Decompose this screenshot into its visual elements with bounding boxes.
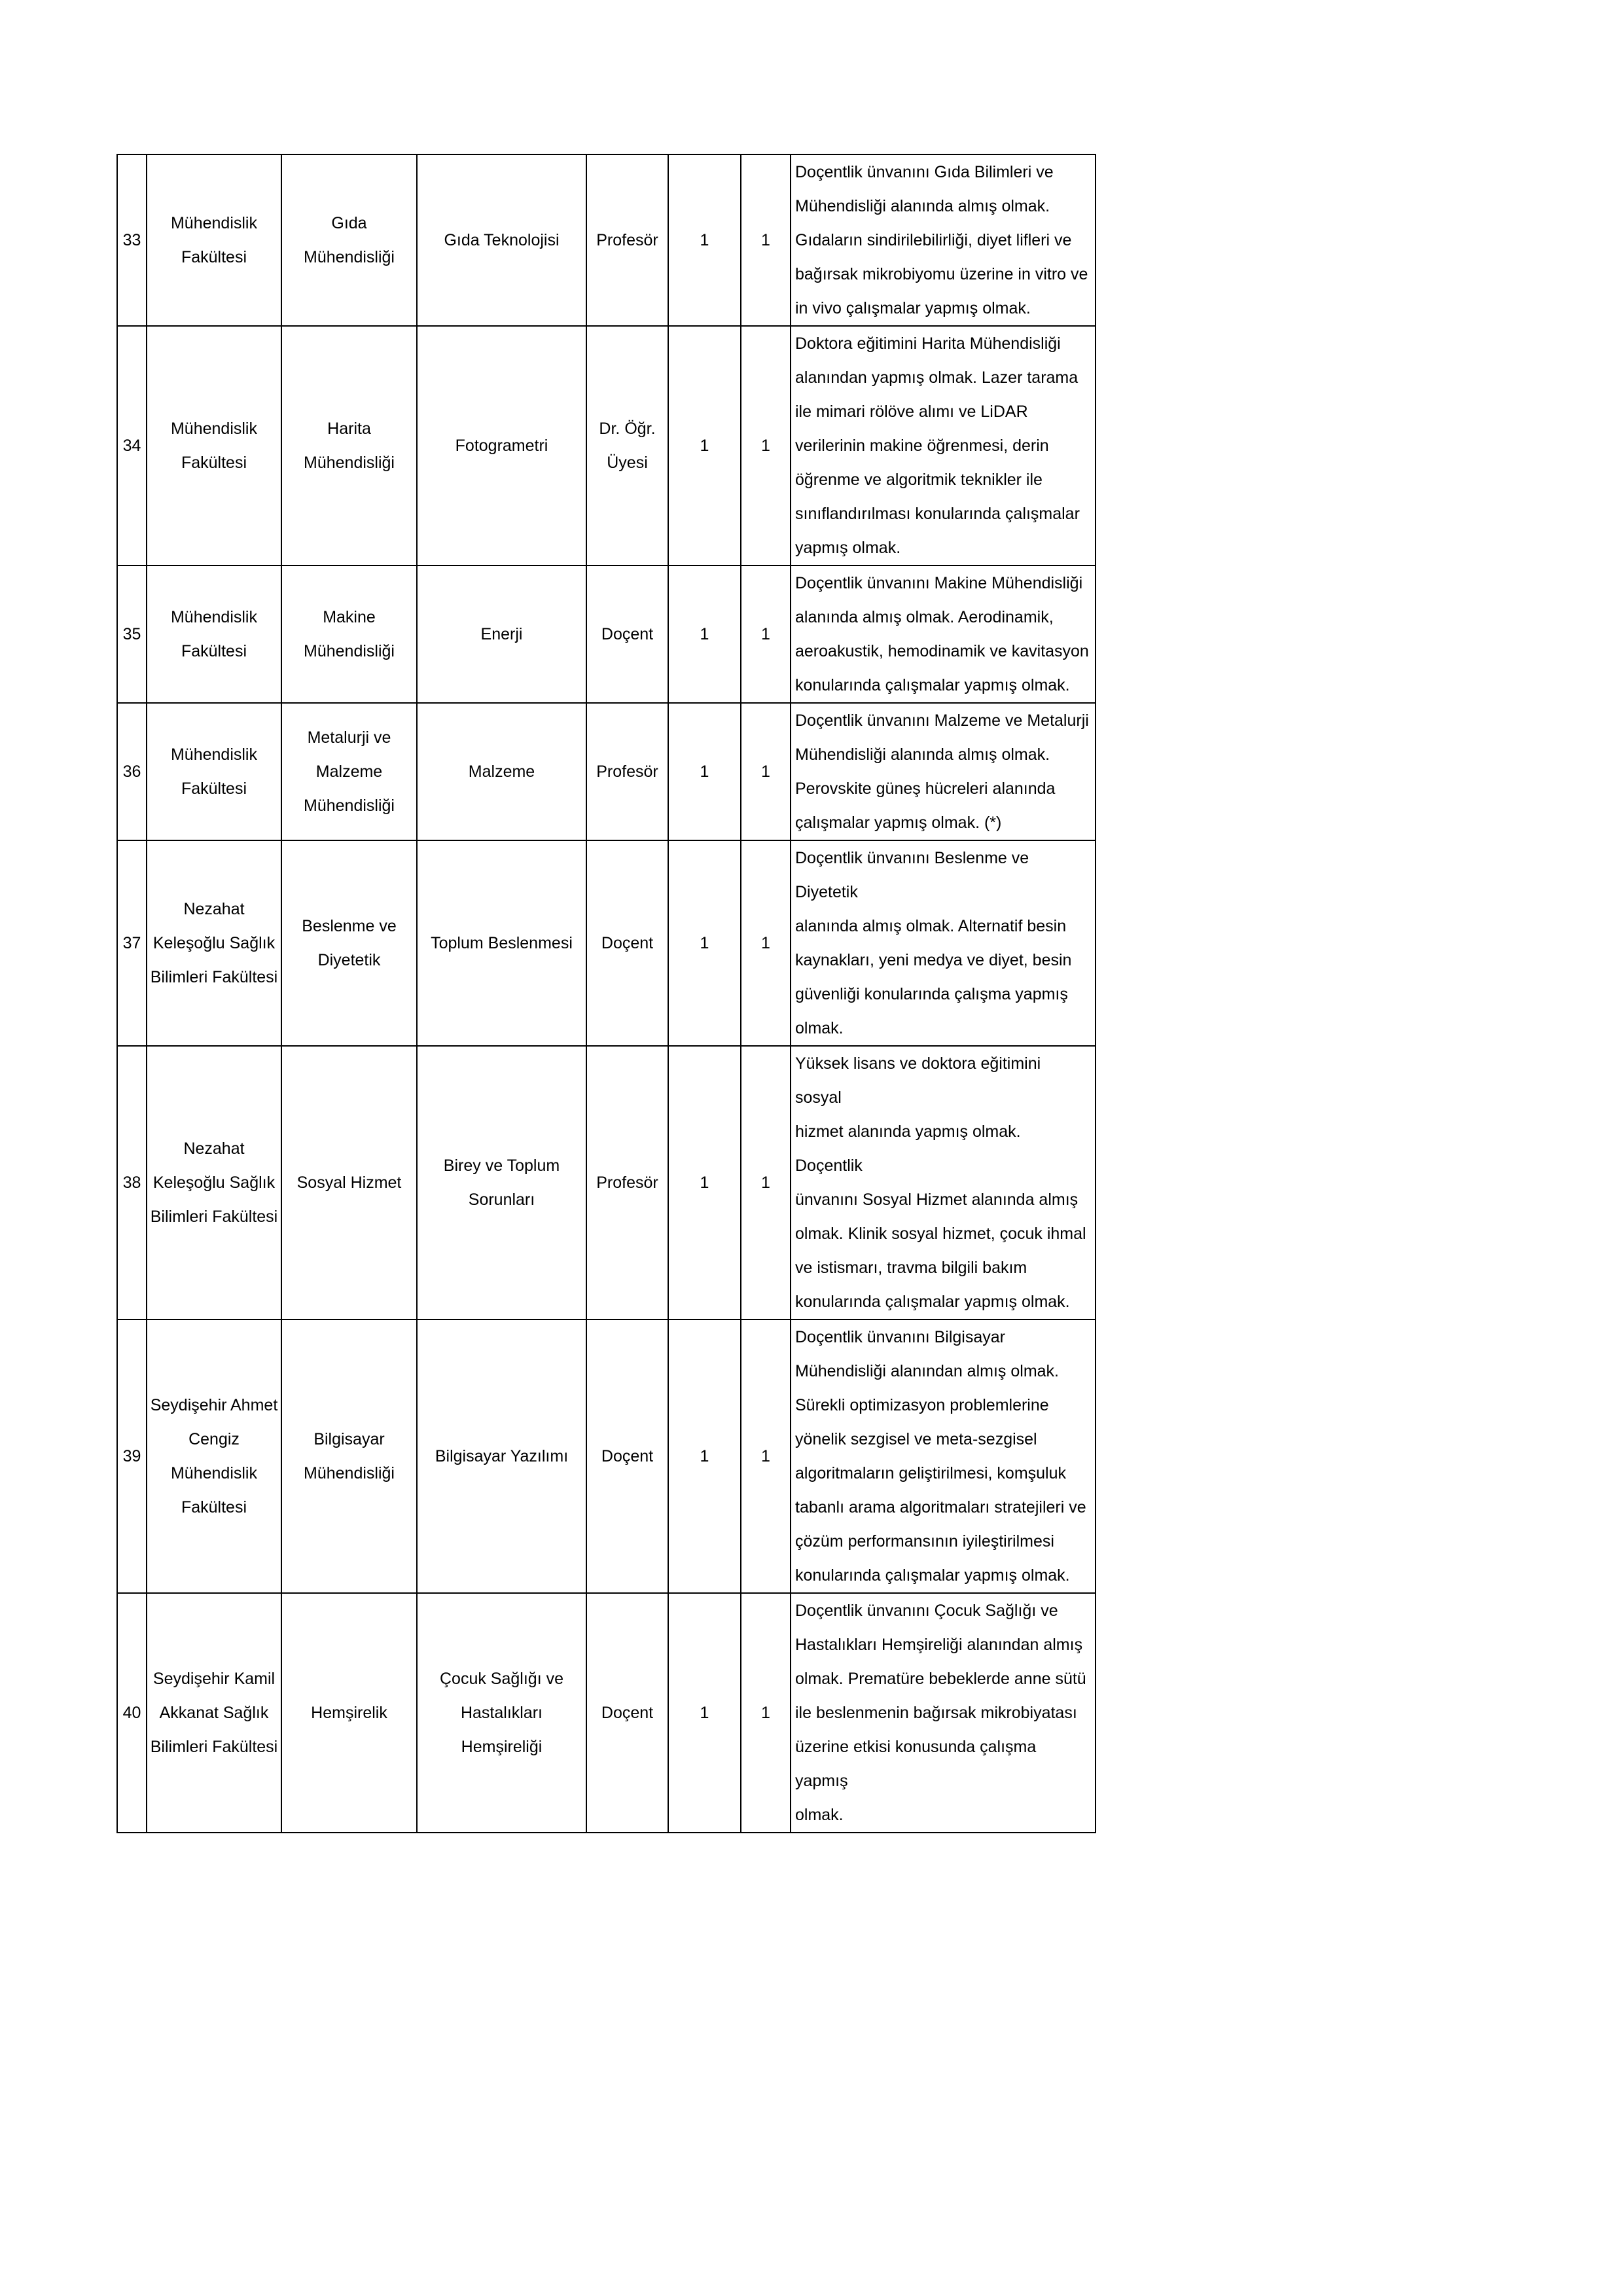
quota-cell: 1 (741, 154, 791, 326)
field-cell: Birey ve Toplum Sorunları (417, 1046, 586, 1319)
department-cell: Harita Mühendisliği (281, 326, 417, 565)
faculty-cell: Seydişehir Kamil Akkanat Sağlık Bilimleri Fakültesi (147, 1593, 281, 1833)
quota-cell: 1 (741, 840, 791, 1046)
field-cell: Bilgisayar Yazılımı (417, 1319, 586, 1593)
quota-cell: 1 (741, 1046, 791, 1319)
table-row (117, 326, 1096, 565)
field-cell: Fotogrametri (417, 326, 586, 565)
table-row (117, 154, 1096, 326)
row-number: 33 (117, 154, 147, 326)
faculty-cell: Nezahat Keleşoğlu Sağlık Bilimleri Fakültesi (147, 1046, 281, 1319)
requirements-cell: Doçentlik ünvanını Bilgisayar Mühendisliği alanından almış olmak. Sürekli optimizasyon problemlerine yönelik sezgisel ve meta-sezgisel algoritmaların geliştirilmesi, komşuluk tabanlı arama algoritmaları stratejileri ve çözüm performansının iyileştirilmesi konularında çalışmalar yapmış olmak. (791, 1319, 1096, 1593)
row-number: 40 (117, 1593, 147, 1833)
count-cell: 1 (668, 154, 741, 326)
quota-cell: 1 (741, 565, 791, 703)
department-cell: Metalurji ve Malzeme Mühendisliği (281, 703, 417, 840)
table-row (117, 1319, 1096, 1593)
table-row (117, 565, 1096, 703)
count-cell: 1 (668, 1593, 741, 1833)
row-number: 35 (117, 565, 147, 703)
faculty-cell: Mühendislik Fakültesi (147, 154, 281, 326)
faculty-cell: Mühendislik Fakültesi (147, 326, 281, 565)
field-cell: Malzeme (417, 703, 586, 840)
department-cell: Sosyal Hizmet (281, 1046, 417, 1319)
academic-title-cell: Doçent (586, 840, 668, 1046)
field-cell: Toplum Beslenmesi (417, 840, 586, 1046)
requirements-cell: Doçentlik ünvanını Gıda Bilimleri ve Mühendisliği alanında almış olmak. Gıdaların sindirilebilirliği, diyet lifleri ve bağırsak mikrobiyomu üzerine in vitro ve in vivo çalışmalar yapmış olmak. (791, 154, 1096, 326)
academic-title-cell: Profesör (586, 154, 668, 326)
table-row (117, 840, 1096, 1046)
department-cell: Bilgisayar Mühendisliği (281, 1319, 417, 1593)
table-row (117, 703, 1096, 840)
count-cell: 1 (668, 703, 741, 840)
academic-title-cell: Doçent (586, 565, 668, 703)
requirements-cell: Doçentlik ünvanını Beslenme ve Diyetetik alanında almış olmak. Alternatif besin kaynakları, yeni medya ve diyet, besin güvenliği konularında çalışma yapmış olmak. (791, 840, 1096, 1046)
faculty-cell: Seydişehir Ahmet Cengiz Mühendislik Fakültesi (147, 1319, 281, 1593)
requirements-cell: Doçentlik ünvanını Malzeme ve Metalurji Mühendisliği alanında almış olmak. Perovskite güneş hücreleri alanında çalışmalar yapmış olmak. (*) (791, 703, 1096, 840)
positions-table-body (117, 154, 1096, 1833)
department-cell: Hemşirelik (281, 1593, 417, 1833)
requirements-cell: Yüksek lisans ve doktora eğitimini sosyal hizmet alanında yapmış olmak. Doçentlik ünvanını Sosyal Hizmet alanında almış olmak. Klinik sosyal hizmet, çocuk ihmal ve istismarı, travma bilgili bakım konularında çalışmalar yapmış olmak. (791, 1046, 1096, 1319)
faculty-cell: Nezahat Keleşoğlu Sağlık Bilimleri Fakültesi (147, 840, 281, 1046)
academic-title-cell: Doçent (586, 1319, 668, 1593)
count-cell: 1 (668, 1046, 741, 1319)
positions-table (116, 154, 1096, 1833)
academic-title-cell: Dr. Öğr. Üyesi (586, 326, 668, 565)
faculty-cell: Mühendislik Fakültesi (147, 565, 281, 703)
row-number: 34 (117, 326, 147, 565)
row-number: 38 (117, 1046, 147, 1319)
count-cell: 1 (668, 840, 741, 1046)
department-cell: Makine Mühendisliği (281, 565, 417, 703)
department-cell: Beslenme ve Diyetetik (281, 840, 417, 1046)
row-number: 39 (117, 1319, 147, 1593)
field-cell: Enerji (417, 565, 586, 703)
quota-cell: 1 (741, 1319, 791, 1593)
requirements-cell: Doçentlik ünvanını Makine Mühendisliği alanında almış olmak. Aerodinamik, aeroakustik, hemodinamik ve kavitasyon konularında çalışmalar yapmış olmak. (791, 565, 1096, 703)
field-cell: Gıda Teknolojisi (417, 154, 586, 326)
department-cell: Gıda Mühendisliği (281, 154, 417, 326)
row-number: 36 (117, 703, 147, 840)
academic-title-cell: Profesör (586, 703, 668, 840)
academic-title-cell: Profesör (586, 1046, 668, 1319)
faculty-cell: Mühendislik Fakültesi (147, 703, 281, 840)
quota-cell: 1 (741, 703, 791, 840)
count-cell: 1 (668, 1319, 741, 1593)
quota-cell: 1 (741, 326, 791, 565)
requirements-cell: Doçentlik ünvanını Çocuk Sağlığı ve Hastalıkları Hemşireliği alanından almış olmak. Prematüre bebeklerde anne sütü ile beslenmenin bağırsak mikrobiyatası üzerine etkisi konusunda çalışma yapmış olmak. (791, 1593, 1096, 1833)
academic-title-cell: Doçent (586, 1593, 668, 1833)
count-cell: 1 (668, 565, 741, 703)
requirements-cell: Doktora eğitimini Harita Mühendisliği alanından yapmış olmak. Lazer tarama ile mimari rölöve alımı ve LiDAR verilerinin makine öğrenmesi, derin öğrenme ve algoritmik teknikler ile sınıflandırılması konularında çalışmalar yapmış olmak. (791, 326, 1096, 565)
field-cell: Çocuk Sağlığı ve Hastalıkları Hemşireliği (417, 1593, 586, 1833)
quota-cell: 1 (741, 1593, 791, 1833)
table-row (117, 1046, 1096, 1319)
table-row (117, 1593, 1096, 1833)
row-number: 37 (117, 840, 147, 1046)
count-cell: 1 (668, 326, 741, 565)
